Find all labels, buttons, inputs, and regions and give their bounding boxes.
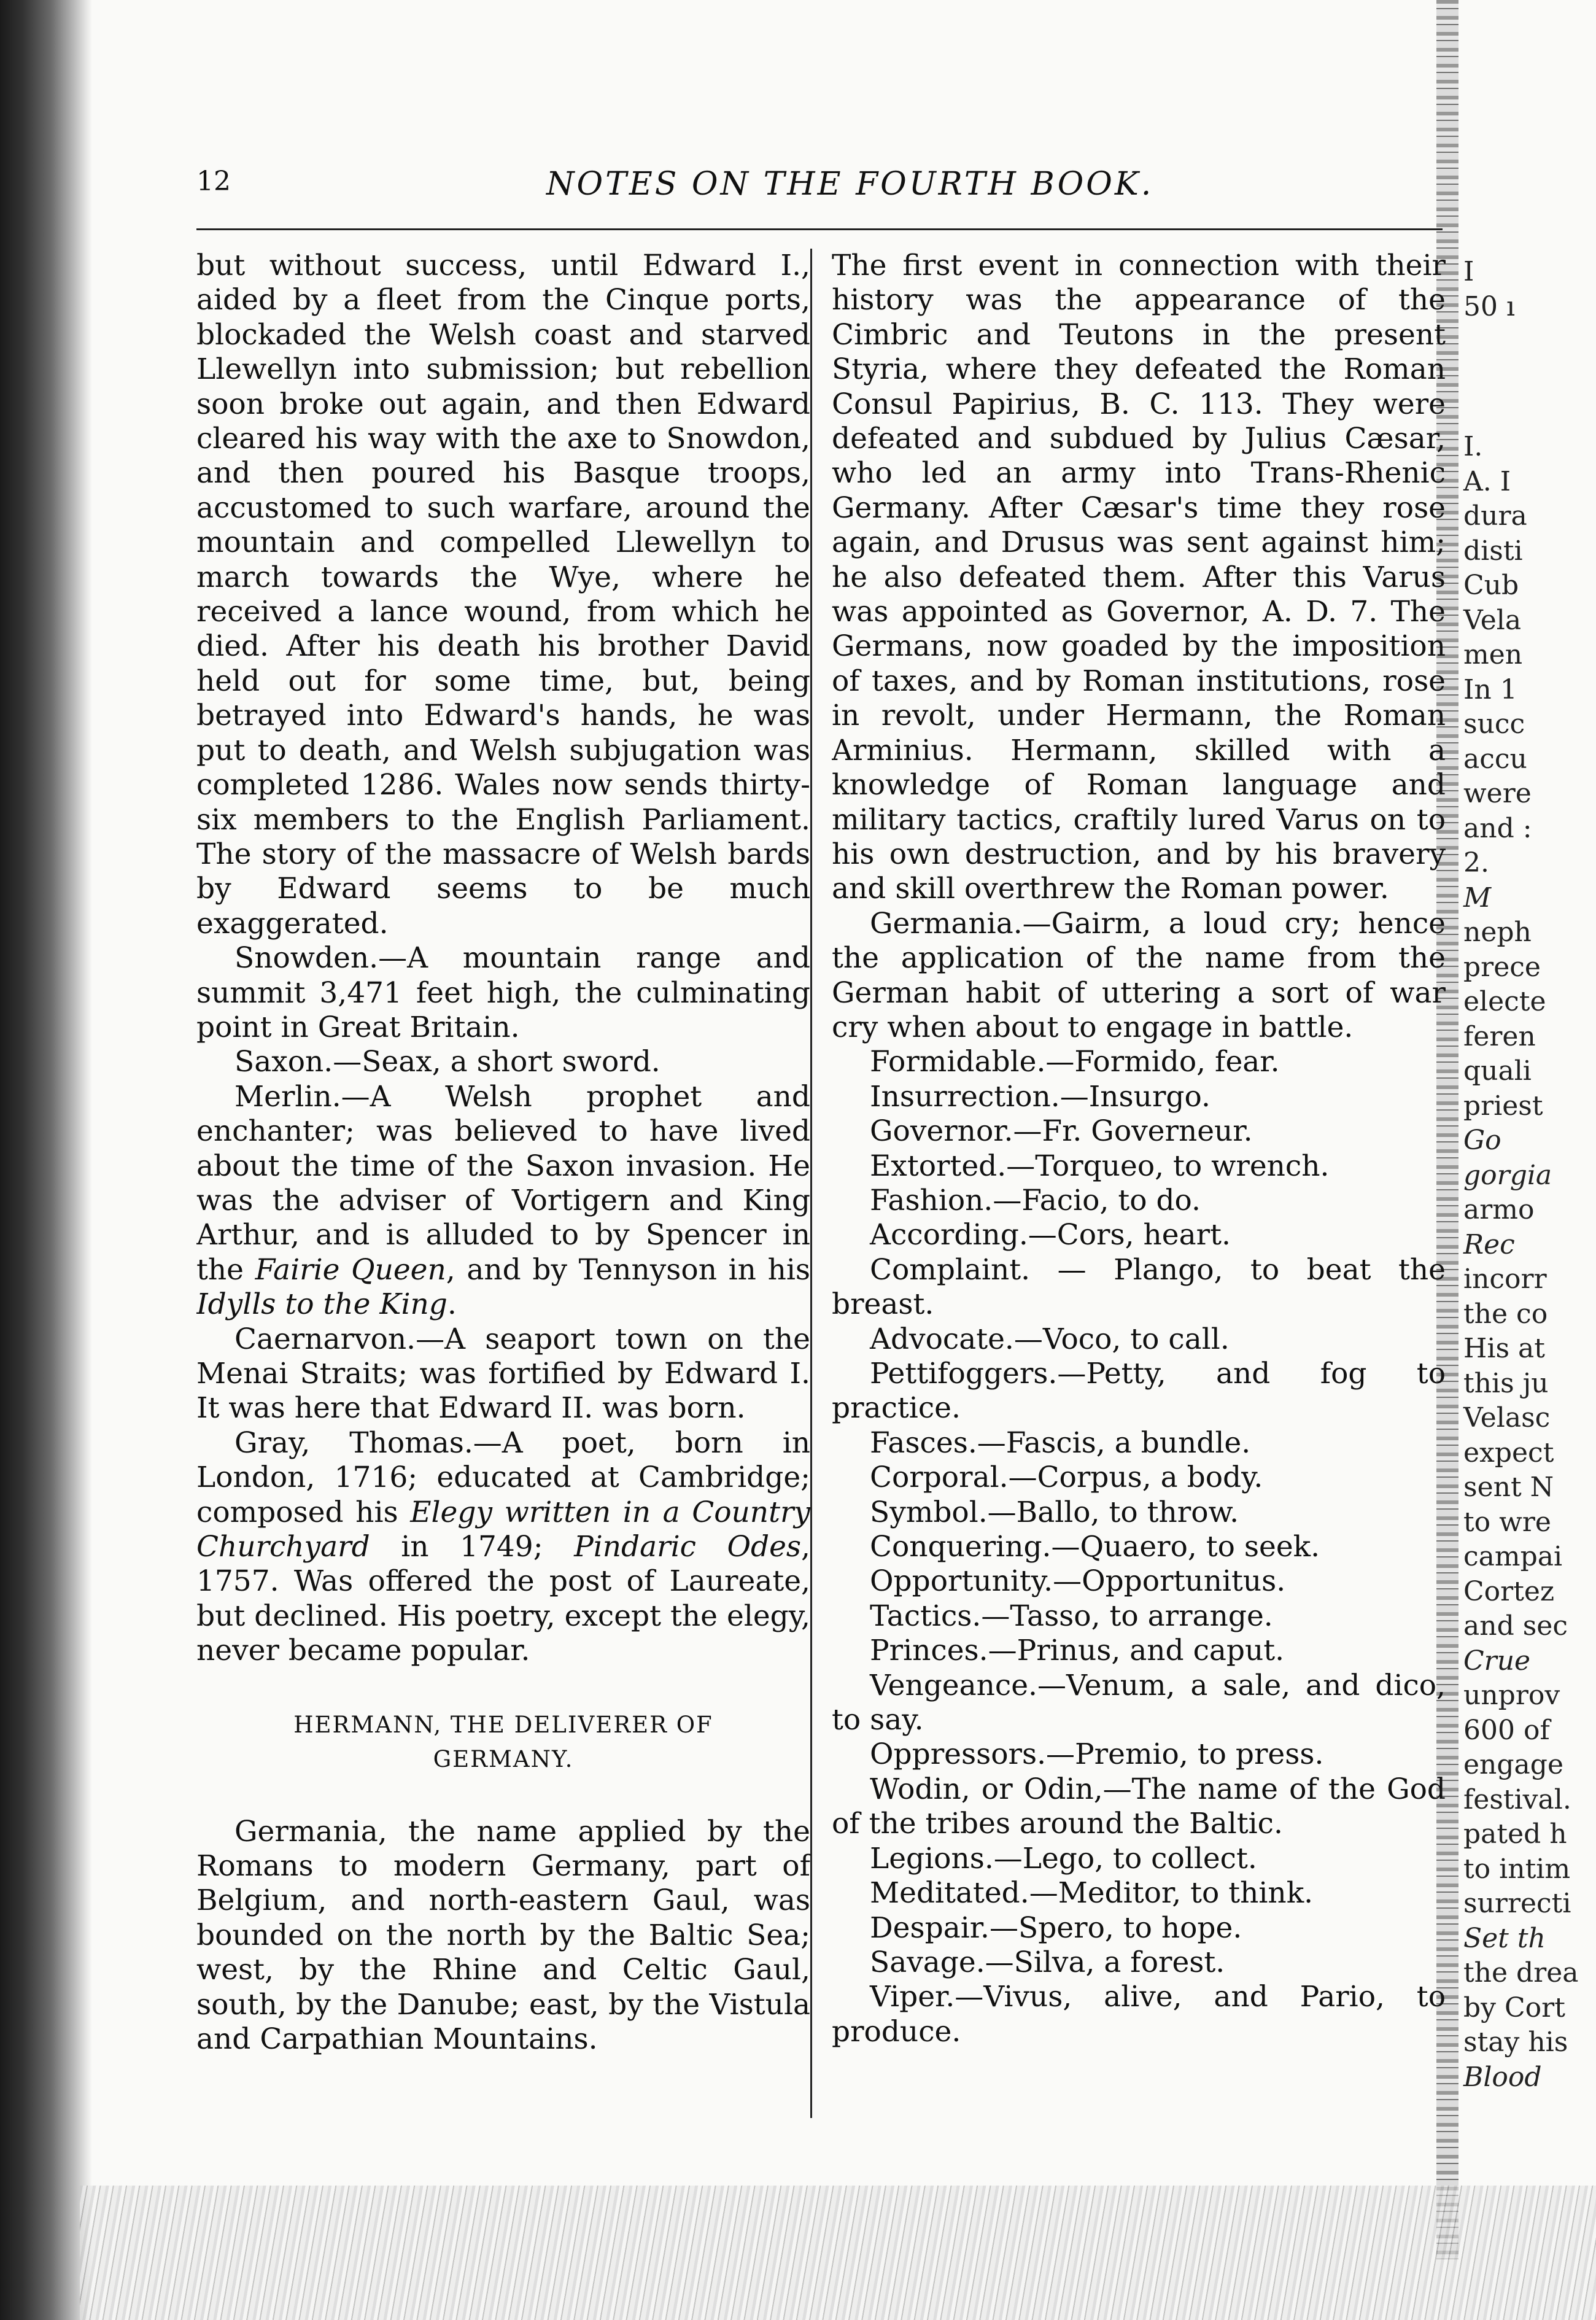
next-page-line: to intim bbox=[1463, 1853, 1571, 1885]
hermann-history-paragraph: The first event in connection with their history was the appearance of the Cimbric and Teutons in the present Styria, where they defeated the Roman Consul Papirius, B. C. 113. They were defeated and subdued by Julius Cæsar, who led an army into Trans-Rhenic Germany. After Cæsar's time they rose again, and Drusus was sent against him; he also defeated them. After this Varus was appointed as Governor, A. D. 7. The Germans, now goaded by the imposition of taxes, and by Roman institutions, rose in revolt, under Hermann, the Roman Arminius. Hermann, skilled with a knowledge of Roman language and military tactics, craftily lured Varus on to his own destruction, and by his bravery and skill overthrew the Roman power. bbox=[832, 249, 1446, 906]
next-page-fragment bbox=[1458, 0, 1596, 2186]
glossary-entry: Insurrection.—Insurgo. bbox=[870, 1079, 1211, 1114]
next-page-line: by Cort bbox=[1463, 1992, 1565, 2023]
glossary-entry: Vengeance.—Venum, a sale, and dico, to say. bbox=[832, 1668, 1446, 1737]
glossary-entry: Viper.—Vivus, alive, and Pario, to produce. bbox=[832, 1980, 1446, 2049]
note-merlin bbox=[196, 1080, 810, 1322]
glossary-entry: Advocate.—Voco, to call. bbox=[870, 1322, 1230, 1356]
title-idylls: Idylls to the King bbox=[196, 1287, 447, 1322]
right-column bbox=[832, 249, 1446, 2152]
section-heading-line: GERMANY. bbox=[433, 1745, 574, 1772]
next-page-line: gorgia bbox=[1463, 1160, 1552, 1191]
next-page-line: Crue bbox=[1463, 1645, 1531, 1677]
next-page-line: Velasc bbox=[1463, 1402, 1551, 1434]
note-gray-text: in 1749; bbox=[370, 1530, 575, 1564]
next-page-line: succ bbox=[1463, 708, 1525, 740]
next-page-line: accu bbox=[1463, 743, 1527, 775]
running-head bbox=[196, 166, 1443, 215]
next-page-line: armo bbox=[1463, 1194, 1535, 1225]
next-page-line: priest bbox=[1463, 1090, 1543, 1122]
next-page-line: In 1 bbox=[1463, 674, 1517, 705]
next-page-line: the drea bbox=[1463, 1957, 1579, 1988]
next-page-line: feren bbox=[1463, 1021, 1536, 1052]
next-page-line: electe bbox=[1463, 986, 1546, 1017]
next-page-line: Set th bbox=[1463, 1923, 1546, 1954]
next-page-line: were bbox=[1463, 778, 1532, 809]
next-page-line: Vela bbox=[1463, 605, 1522, 636]
next-page-line: this ju bbox=[1463, 1368, 1549, 1399]
header-rule bbox=[196, 228, 1443, 230]
next-page-line: men bbox=[1463, 639, 1523, 670]
next-page-line: the co bbox=[1463, 1298, 1548, 1330]
note-merlin-text: . bbox=[447, 1287, 457, 1322]
next-page-line: prece bbox=[1463, 952, 1541, 983]
next-page-line: dura bbox=[1463, 500, 1527, 532]
note-caernarvon: Caernarvon.—A seaport town on the Menai Straits; was fortified by Edward I. It was here that Edward II. was born. bbox=[196, 1322, 810, 1426]
germania-intro-paragraph: Germania, the name applied by the Romans to modern Germany, part of Belgium, and north-eastern Gaul, was bounded on the north by the Baltic Sea; west, by the Rhine and Celtic Gaul, south, by the Danube; east, by the Vistula and Carpathian Mountains. bbox=[196, 1814, 810, 2057]
glossary-entry: Governor.—Fr. Governeur. bbox=[870, 1114, 1253, 1149]
glossary-entry: Meditated.—Meditor, to think. bbox=[870, 1876, 1314, 1911]
next-page-line: Blood bbox=[1463, 2062, 1542, 2093]
next-page-line: festival. bbox=[1463, 1784, 1571, 1815]
glossary-entry: Fashion.—Facio, to do. bbox=[870, 1183, 1201, 1217]
glossary-entry: Formidable.—Formido, fear. bbox=[870, 1045, 1280, 1079]
next-page-line: 600 of bbox=[1463, 1715, 1550, 1746]
section-heading-line: HERMANN, THE DELIVERER OF bbox=[293, 1711, 713, 1738]
next-page-line: and sec bbox=[1463, 1610, 1568, 1642]
note-saxon: Saxon.—Seax, a short sword. bbox=[234, 1045, 660, 1079]
next-page-line: and : bbox=[1463, 813, 1532, 844]
glossary-entry: Despair.—Spero, to hope. bbox=[870, 1911, 1242, 1945]
note-merlin-text: Merlin.—A Welsh prophet and enchanter; was believed to have lived about the time of the Saxon invasion. He was the adviser of Vortigern and King Arthur, and is alluded to by Spencer in the bbox=[196, 1079, 810, 1287]
glossary-entry: Symbol.—Ballo, to throw. bbox=[870, 1495, 1239, 1529]
next-page-line: Go bbox=[1463, 1125, 1501, 1156]
glossary-entry: Tactics.—Tasso, to arrange. bbox=[870, 1599, 1273, 1633]
next-page-line: to wre bbox=[1463, 1507, 1551, 1538]
title-fairie-queen: Fairie Queen bbox=[255, 1252, 446, 1287]
note-gray bbox=[196, 1426, 810, 1669]
note-gray-text: , 1757. Was offered the post of Laureate, but declined. His poetry, except the elegy, never became popular. bbox=[196, 1530, 810, 1668]
glossary-entry: Princes.—Prinus, and caput. bbox=[870, 1634, 1285, 1668]
glossary-entry: Oppressors.—Premio, to press. bbox=[870, 1737, 1324, 1772]
title-elegy: Elegy written in a Country Churchyard bbox=[196, 1495, 810, 1564]
next-page-line: neph bbox=[1463, 917, 1532, 948]
glossary-entry: Extorted.—Torqueo, to wrench. bbox=[870, 1149, 1330, 1183]
glossary-entry: Savage.—Silva, a forest. bbox=[870, 1945, 1225, 1979]
scan-bottom-noise bbox=[80, 2186, 1596, 2320]
glossary-entry: Legions.—Lego, to collect. bbox=[870, 1841, 1257, 1876]
note-merlin-text: , and by Tennyson in his bbox=[446, 1252, 810, 1287]
next-page-line: I. bbox=[1463, 431, 1483, 462]
next-page-line: sent N bbox=[1463, 1472, 1554, 1503]
next-page-line: expect bbox=[1463, 1437, 1554, 1468]
glossary-entry: Conquering.—Quaero, to seek. bbox=[870, 1530, 1320, 1564]
next-page-line: quali bbox=[1463, 1055, 1532, 1087]
next-page-line: Cub bbox=[1463, 570, 1519, 601]
next-page-line: unprov bbox=[1463, 1680, 1560, 1711]
next-page-line: campai bbox=[1463, 1541, 1563, 1572]
next-page-line: incorr bbox=[1463, 1263, 1547, 1295]
glossary-entry: Fasces.—Fascis, a bundle. bbox=[870, 1426, 1251, 1460]
next-page-line: 50 ı bbox=[1463, 291, 1516, 322]
section-heading bbox=[196, 1708, 810, 1777]
title-pindaric-odes: Pindaric Odes bbox=[574, 1530, 802, 1564]
note-gray-text: Gray, Thomas.—A poet, born in London, 1716; educated at Cambridge; composed his bbox=[196, 1426, 810, 1529]
next-page-line: His at bbox=[1463, 1333, 1545, 1364]
glossary-entry: Corporal.—Corpus, a body. bbox=[870, 1461, 1263, 1495]
next-page-line: 2. bbox=[1463, 847, 1489, 879]
glossary-entry: According.—Cors, heart. bbox=[870, 1218, 1231, 1252]
next-page-line: engage bbox=[1463, 1749, 1563, 1780]
glossary-entry: Wodin, or Odin,—The name of the God of the tribes around the Baltic. bbox=[832, 1772, 1446, 1841]
glossary-entry: Opportunity.—Opportunitus. bbox=[870, 1564, 1286, 1599]
glossary-entry: Complaint. — Plango, to beat the breast. bbox=[832, 1252, 1446, 1322]
column-divider bbox=[810, 249, 812, 2118]
next-page-line: surrecti bbox=[1463, 1888, 1571, 1919]
next-page-line: A. I bbox=[1463, 466, 1511, 497]
next-page-line: pated h bbox=[1463, 1818, 1567, 1850]
glossary-entry: Pettifoggers.—Petty, and fog to practice. bbox=[832, 1357, 1446, 1426]
next-page-line: disti bbox=[1463, 535, 1523, 567]
note-germania: Germania.—Gairm, a loud cry; hence the application of the name from the German habit of uttering a sort of war cry when about to engage in battle. bbox=[832, 906, 1446, 1044]
note-snowden: Snowden.—A mountain range and summit 3,471 feet high, the culminating point in Great Britain. bbox=[196, 941, 810, 1044]
left-column bbox=[196, 249, 810, 2152]
next-page-line: Cortez bbox=[1463, 1576, 1555, 1607]
welsh-history-paragraph: but without success, until Edward I., aided by a fleet from the Cinque ports, blockaded the Welsh coast and starved Llewellyn into submission; but rebellion soon broke out again, and then Edward cleared his way with the axe to Snowdon, and then poured his Basque troops, accustomed to such warfare, around the mountain and compelled Llewellyn to march towards the Wye, where he received a lance wound, from which he died. After his death his brother David held out for some time, but, being betrayed into Edward's hands, he was put to death, and Welsh subjugation was completed 1286. Wales now sends thirty-six members to the English Parliament. The story of the massacre of Welsh bards by Edward seems to be much exaggerated. bbox=[196, 249, 810, 941]
next-page-line: M bbox=[1463, 882, 1492, 914]
next-page-line: Rec bbox=[1463, 1229, 1515, 1260]
binding-shadow bbox=[0, 0, 92, 2320]
next-page-line: I bbox=[1463, 256, 1474, 287]
running-title: NOTES ON THE FOURTH BOOK. bbox=[546, 166, 1154, 203]
page-number: 12 bbox=[196, 166, 231, 197]
next-page-line: stay his bbox=[1463, 2027, 1568, 2058]
